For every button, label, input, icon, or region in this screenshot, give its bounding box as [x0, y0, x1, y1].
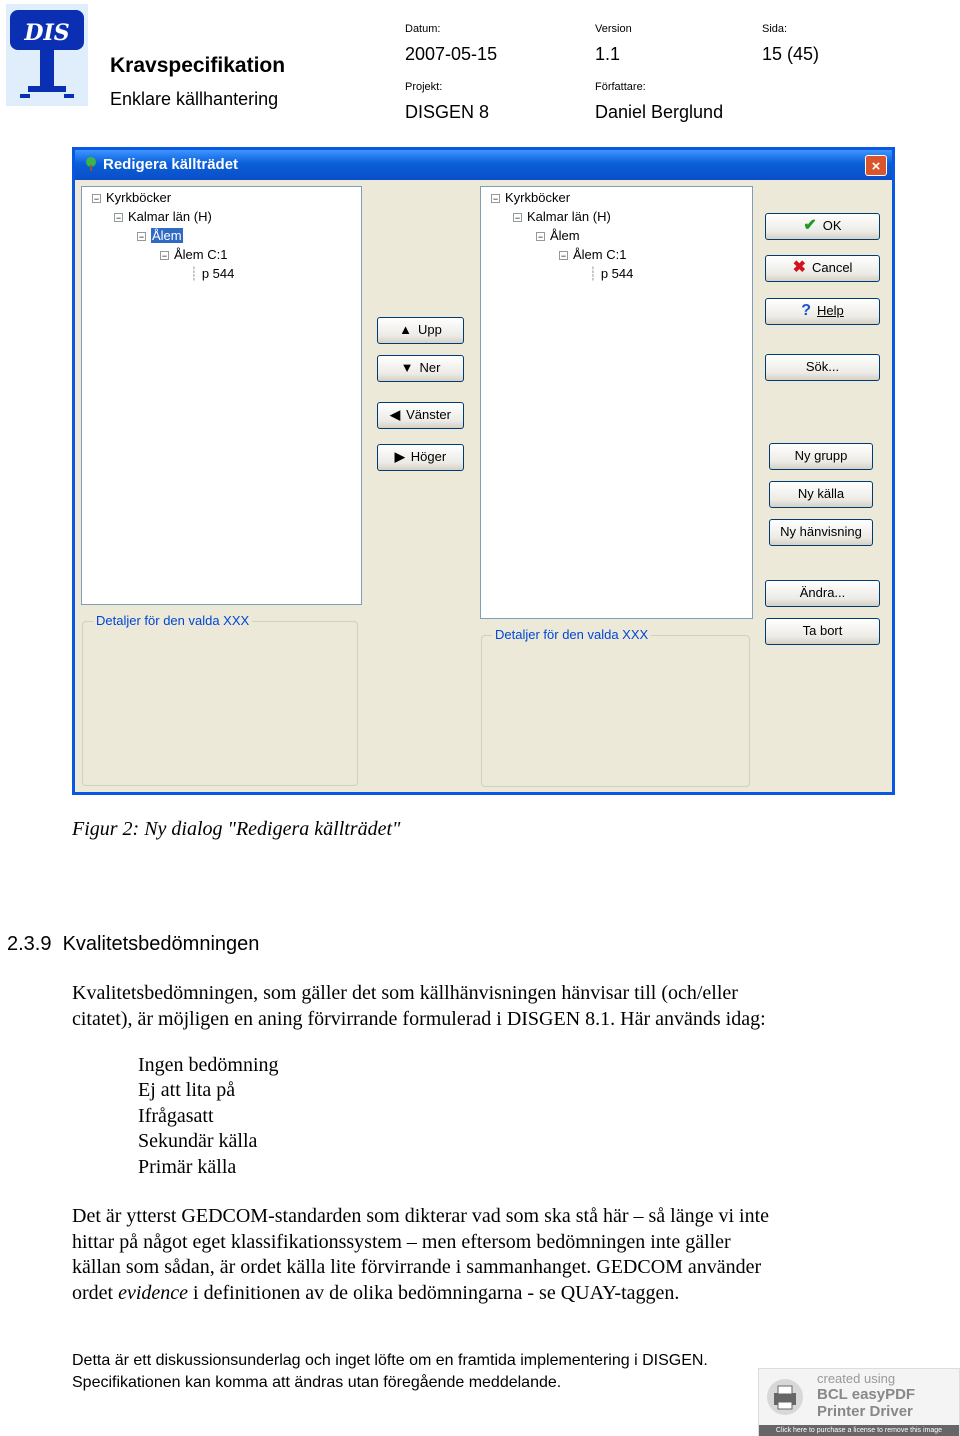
collapse-icon[interactable]: −: [115, 213, 122, 224]
question-icon: ?: [801, 302, 812, 319]
left-details-group: [82, 613, 358, 786]
arrow-up-icon: ▲: [399, 322, 412, 337]
cancel-button[interactable]: ✖ Cancel: [765, 255, 880, 282]
printer-icon: [765, 1377, 805, 1417]
new-source-button[interactable]: Ny källa: [769, 481, 873, 508]
watermark-purchase-link[interactable]: Click here to purchase a license to remove this image: [759, 1425, 959, 1436]
gedcom-paragraph: Det är ytterst GEDCOM-standarden som dikterar vad som ska stå här – så länge vi inte hittar på något eget klassifikationssystem – men eftersom bedömningen inte gäller källan som sådan, är ordet källa lite förvirrande i sammanhanget. GEDCOM använder ordet evidence i definitionen av de olika bedömningarna - se QUAY-taggen.: [72, 1205, 770, 1304]
tree-line-icon: ┊: [589, 266, 597, 281]
check-icon: ✔: [803, 217, 817, 234]
intro-paragraph: Kvalitetsbedömningen, som gäller det som källhänvisningen hänvisar till (och/eller citatet), är möjligen en aning förvirrande formulerad i DISGEN 8.1. Här används idag:: [72, 982, 766, 1030]
date-label: Datum:: [405, 23, 441, 35]
close-icon: ×: [871, 158, 881, 175]
bcl-watermark[interactable]: [758, 1368, 960, 1436]
tree-node-kalmar[interactable]: − Kalmar län (H): [514, 209, 611, 224]
tree-node-kalmar[interactable]: − Kalmar län (H): [115, 209, 212, 224]
arrow-down-icon: ▼: [400, 360, 414, 375]
left-source-tree[interactable]: [81, 186, 362, 605]
arrow-right-icon: ▶: [394, 449, 405, 464]
tree-node-alem-c1[interactable]: − Ålem C:1: [161, 247, 228, 262]
project-label: Projekt:: [405, 81, 443, 93]
version-label: Version: [595, 23, 632, 35]
figure-caption: Figur 2: Ny dialog "Redigera källträdet": [72, 818, 401, 840]
tree-node-p544[interactable]: ┊ p 544: [589, 266, 634, 281]
tree-node-alem[interactable]: − Ålem: [537, 228, 580, 243]
tree-node-kyrkbocker[interactable]: − Kyrkböcker: [93, 190, 172, 205]
footer-disclaimer-1: Detta är ett diskussionsunderlag och inget löfte om en framtida implementering i DISGEN.: [72, 1352, 708, 1369]
dialog-titlebar[interactable]: [75, 150, 892, 180]
tree-node-alem-selected[interactable]: − Ålem: [138, 228, 182, 243]
move-right-button[interactable]: ▶ Höger: [377, 444, 464, 471]
section-heading: 2.3.9 Kvalitetsbedömningen: [7, 933, 260, 955]
author-value: Daniel Berglund: [595, 102, 724, 122]
move-left-button[interactable]: ◀ Vänster: [377, 402, 464, 429]
tree-app-icon: [83, 156, 99, 172]
list-item: Ej att lita på: [138, 1079, 236, 1101]
dis-logo: [6, 4, 88, 106]
list-item: Primär källa: [138, 1156, 237, 1178]
tree-node-alem-c1[interactable]: − Ålem C:1: [560, 247, 627, 262]
doc-subtitle: Enklare källhantering: [110, 89, 279, 109]
doc-title: Kravspecifikation: [110, 54, 286, 77]
page-value: 15 (45): [762, 44, 820, 64]
right-details-label: Detaljer för den valda XXX: [492, 627, 651, 642]
watermark-line1: created using: [817, 1371, 896, 1386]
help-button[interactable]: ? Help: [765, 298, 880, 325]
page-label: Sida:: [762, 23, 788, 35]
collapse-icon[interactable]: −: [537, 232, 544, 243]
tree-node-kyrkbocker[interactable]: − Kyrkböcker: [492, 190, 571, 205]
watermark-line3: Printer Driver: [817, 1403, 913, 1420]
list-item: Sekundär källa: [138, 1130, 258, 1152]
arrow-left-icon: ◀: [390, 407, 401, 422]
cross-icon: ✖: [792, 259, 806, 276]
edit-button[interactable]: Ändra...: [765, 580, 880, 607]
dialog-title: Redigera källträdet: [103, 156, 239, 173]
delete-button[interactable]: Ta bort: [765, 618, 880, 645]
ok-button[interactable]: ✔ OK: [765, 213, 880, 240]
collapse-icon[interactable]: −: [514, 213, 521, 224]
date-value: 2007-05-15: [405, 44, 498, 64]
project-value: DISGEN 8: [405, 102, 490, 122]
watermark-line2: BCL easyPDF: [817, 1386, 916, 1403]
new-reference-button[interactable]: Ny hänvisning: [769, 519, 873, 546]
list-item: Ingen bedömning: [138, 1054, 279, 1076]
list-item: Ifrågasatt: [138, 1105, 214, 1127]
author-label: Författare:: [595, 81, 646, 93]
new-group-button[interactable]: Ny grupp: [769, 443, 873, 470]
collapse-icon[interactable]: −: [560, 251, 567, 262]
edit-source-tree-dialog: [72, 147, 895, 795]
close-button[interactable]: [865, 155, 887, 176]
move-up-button[interactable]: ▲ Upp: [377, 317, 464, 344]
logo-text: DIS: [24, 20, 70, 46]
version-value: 1.1: [595, 44, 621, 64]
collapse-icon[interactable]: −: [138, 232, 145, 243]
collapse-icon[interactable]: −: [492, 194, 499, 205]
footer-disclaimer-2: Specifikationen kan komma att ändras utan föregående meddelande.: [72, 1374, 562, 1391]
collapse-icon[interactable]: −: [161, 251, 168, 262]
right-details-group: [481, 627, 750, 787]
left-details-label: Detaljer för den valda XXX: [93, 613, 252, 628]
search-button[interactable]: Sök...: [765, 354, 880, 381]
tree-line-icon: ┊: [190, 266, 198, 281]
move-down-button[interactable]: ▼ Ner: [377, 355, 464, 382]
right-source-tree[interactable]: [480, 186, 753, 619]
dis-logo-tree-icon: [6, 4, 88, 106]
tree-node-p544[interactable]: ┊ p 544: [190, 266, 235, 281]
collapse-icon[interactable]: −: [93, 194, 100, 205]
